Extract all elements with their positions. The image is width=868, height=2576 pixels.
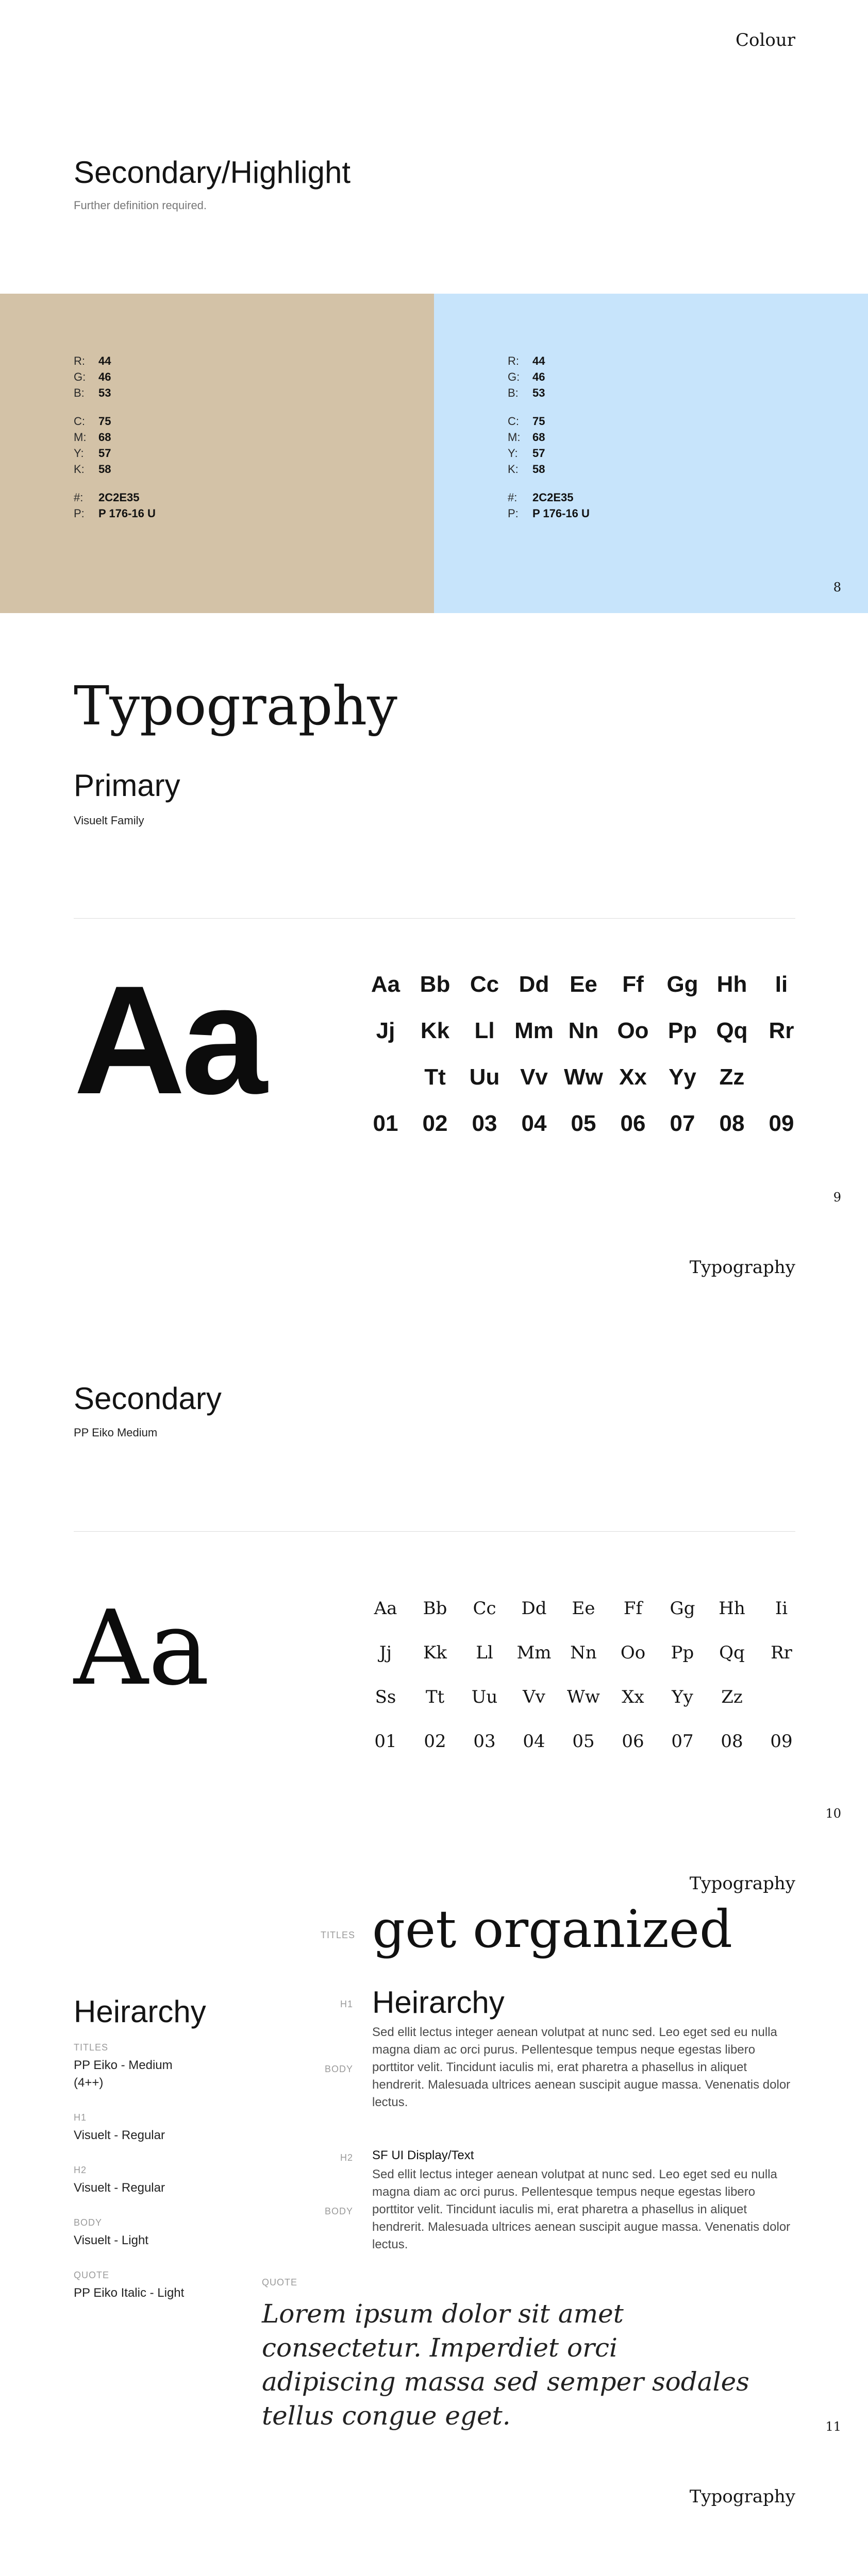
glyph-cell: Jj — [379, 1642, 392, 1663]
glyph-cell: Yy — [672, 1687, 693, 1707]
m-label: M: — [508, 431, 521, 444]
k-value: 58 — [532, 463, 545, 476]
k-label: K: — [74, 463, 85, 476]
sample-title: get organized — [372, 1899, 733, 1959]
glyph-cell: Nn — [568, 1018, 599, 1043]
glyph-cell: 07 — [671, 1731, 694, 1752]
b-label: B: — [74, 386, 85, 399]
primary-family: Visuelt Family — [74, 814, 144, 827]
glyph-cell: Zz — [721, 1687, 743, 1707]
sample-h1: Heirarchy — [372, 1985, 505, 2020]
b-value: 53 — [532, 386, 545, 399]
glyph-cell: Ee — [572, 1598, 595, 1619]
glyph-cell: Uu — [471, 1687, 498, 1707]
y-value: 57 — [98, 447, 111, 460]
pantone-label: P: — [508, 507, 519, 520]
glyph-cell — [361, 1061, 410, 1093]
glyph-cell: Uu — [469, 1064, 500, 1090]
glyph-cell: Mm — [514, 1018, 554, 1043]
page-subtitle: Further definition required. — [74, 199, 207, 212]
glyph-cell: Qq — [716, 1018, 748, 1043]
glyph-cell: Cc — [470, 972, 499, 997]
y-value: 57 — [532, 447, 545, 460]
legend-value-h2: Visuelt - Regular — [74, 2181, 165, 2195]
sample-h2: SF UI Display/Text — [372, 2148, 474, 2162]
sample-label-h2: H2 — [340, 2153, 354, 2163]
glyph-cell: Tt — [425, 1687, 445, 1707]
legend-label-quote: QUOTE — [74, 2270, 110, 2280]
sample-label-quote: QUOTE — [262, 2277, 298, 2287]
glyph-cell: Cc — [473, 1598, 496, 1619]
glyph-cell: Bb — [420, 972, 450, 997]
glyph-cell: Rr — [771, 1642, 792, 1663]
b-label: B: — [508, 386, 519, 399]
sample-quote: Lorem ipsum dolor sit amet consectetur. Imperdiet orci adipiscing massa sed semper sodales tellus congue eget. — [262, 2299, 749, 2431]
glyph-cell: Ll — [476, 1642, 493, 1663]
m-value: 68 — [532, 431, 545, 444]
glyph-cell: Dd — [521, 1598, 547, 1619]
y-label: Y: — [508, 447, 518, 460]
hex-value: 2C2E35 — [98, 491, 140, 504]
color-swatch-beige — [0, 294, 434, 613]
glyph-cell: 04 — [521, 1111, 547, 1136]
legend-label-h2: H2 — [74, 2165, 87, 2175]
legend-value-body: Visuelt - Light — [74, 2233, 148, 2247]
sample-body: Sed ellit lectus integer aenean volutpat at nunc sed. Leo eget sed eu nulla magna diam ac orci purus. Pellentesque tempus neque egestas libero porttitor velit. Tincidunt iaculis mi, erat pharetra a phasellus in aliquet hendrerit. Malesuada ultrices aenean suscipit augue massa. Venenatis dolor lectus. — [372, 2025, 791, 2109]
glyph-cell: Xx — [619, 1064, 647, 1090]
page-number: 8 — [833, 580, 841, 595]
page-number: 9 — [833, 1190, 841, 1205]
m-label: M: — [74, 431, 87, 444]
glyph-cell: Xx — [622, 1687, 644, 1707]
r-value: 44 — [532, 354, 545, 367]
legend-value-titles: PP Eiko - Medium (4++) — [74, 2058, 173, 2090]
secondary-sample-glyph: Aa — [74, 1588, 210, 1708]
y-label: Y: — [74, 447, 84, 460]
pantone-label: P: — [74, 507, 85, 520]
legend-label-h1: H1 — [74, 2112, 87, 2123]
glyph-cell: 09 — [770, 1731, 793, 1752]
glyph-cell: Hh — [716, 972, 747, 997]
glyph-cell: Hh — [719, 1598, 745, 1619]
legend-label-body: BODY — [74, 2217, 103, 2228]
section-label-typography: Typography — [689, 2486, 795, 2507]
b-value: 53 — [98, 386, 111, 399]
hex-value: 2C2E35 — [532, 491, 574, 504]
c-value: 75 — [532, 415, 545, 428]
glyph-cell: Kk — [420, 1018, 450, 1043]
glyph-cell: Kk — [423, 1642, 447, 1663]
hierarchy-heading: Heirarchy — [74, 1994, 206, 2029]
section-label-typography: Typography — [689, 1257, 795, 1278]
hex-label: #: — [508, 491, 518, 504]
glyph-cell: 09 — [769, 1111, 794, 1136]
r-label: R: — [508, 354, 519, 367]
glyph-cell: 01 — [373, 1111, 398, 1136]
primary-glyph-grid — [361, 969, 806, 1140]
glyph-cell: Pp — [667, 1018, 697, 1043]
pantone-value: P 176-16 U — [98, 507, 156, 520]
primary-heading: Primary — [74, 768, 180, 803]
glyph-cell: Ii — [775, 972, 788, 997]
sample-label-body-2: BODY — [325, 2206, 354, 2216]
glyph-cell: Oo — [620, 1642, 646, 1663]
g-value: 46 — [98, 370, 111, 383]
page-number: 11 — [825, 2419, 841, 2434]
g-value: 46 — [532, 370, 545, 383]
color-swatch-blue — [434, 294, 868, 613]
legend-value-h1: Visuelt - Regular — [74, 2128, 165, 2142]
sample-label-h1: H1 — [340, 1999, 354, 2009]
legend-value-quote: PP Eiko Italic - Light — [74, 2286, 185, 2300]
hex-label: #: — [74, 491, 84, 504]
section-label-typography: Typography — [689, 1873, 795, 1894]
glyph-cell: 01 — [374, 1731, 397, 1752]
secondary-heading: Secondary — [74, 1381, 222, 1416]
glyph-cell: 02 — [424, 1731, 446, 1752]
divider — [74, 1531, 795, 1532]
glyph-cell: Qq — [719, 1642, 745, 1663]
glyph-cell: Vv — [520, 1064, 548, 1090]
glyph-cell: Bb — [423, 1598, 447, 1619]
glyph-cell: Oo — [617, 1018, 649, 1043]
glyph-cell: 08 — [719, 1111, 745, 1136]
glyph-cell: Dd — [519, 972, 549, 997]
glyph-cell: Rr — [769, 1018, 794, 1043]
c-label: C: — [508, 415, 519, 428]
glyph-cell: Mm — [516, 1642, 552, 1663]
sample-body-2: Sed ellit lectus integer aenean volutpat at nunc sed. Leo eget sed eu nulla magna diam ac orci purus. Pellentesque tempus neque egestas libero porttitor velit. Tincidunt iaculis mi, erat pharetra a phasellus in aliquet hendrerit. Malesuada ultrices aenean suscipit augue massa. Venenatis dolor lectus. — [372, 2167, 791, 2251]
glyph-cell: Nn — [570, 1642, 597, 1663]
pantone-value: P 176-16 U — [532, 507, 590, 520]
glyph-cell: Ww — [566, 1687, 600, 1707]
r-label: R: — [74, 354, 85, 367]
glyph-cell: Ff — [622, 972, 644, 997]
glyph-cell: Tt — [424, 1064, 446, 1090]
glyph-cell: Yy — [669, 1064, 696, 1090]
sample-label-body: BODY — [325, 2064, 354, 2074]
primary-sample-glyph: Aa — [74, 953, 263, 1126]
glyph-cell: Ee — [570, 972, 597, 997]
glyph-cell: 05 — [571, 1111, 596, 1136]
divider — [74, 918, 795, 919]
section-label-colour: Colour — [736, 30, 795, 50]
page-title: Secondary/Highlight — [74, 155, 350, 190]
g-label: G: — [74, 370, 86, 383]
glyph-cell: 03 — [472, 1111, 497, 1136]
typography-title: Typography — [74, 674, 397, 737]
glyph-cell: 06 — [620, 1111, 646, 1136]
glyph-cell: Ii — [775, 1598, 788, 1619]
glyph-cell: Jj — [376, 1018, 395, 1043]
glyph-cell: Ll — [474, 1018, 495, 1043]
glyph-cell: Vv — [523, 1687, 545, 1707]
glyph-cell: 04 — [523, 1731, 545, 1752]
glyph-cell — [757, 1061, 806, 1093]
glyph-cell: Aa — [374, 1598, 397, 1619]
g-label: G: — [508, 370, 520, 383]
k-label: K: — [508, 463, 519, 476]
glyph-cell: 06 — [622, 1731, 644, 1752]
c-value: 75 — [98, 415, 111, 428]
page-number: 10 — [825, 1806, 841, 1821]
glyph-cell: 08 — [721, 1731, 743, 1752]
r-value: 44 — [98, 354, 111, 367]
glyph-cell: Gg — [666, 972, 698, 997]
glyph-cell: Ff — [623, 1598, 643, 1619]
m-value: 68 — [98, 431, 111, 444]
k-value: 58 — [98, 463, 111, 476]
legend-label-titles: TITLES — [74, 2042, 109, 2053]
glyph-cell: 07 — [670, 1111, 695, 1136]
glyph-cell: 03 — [473, 1731, 496, 1752]
swatch-values — [74, 353, 156, 521]
glyph-cell: Pp — [671, 1642, 694, 1663]
glyph-cell: 05 — [572, 1731, 595, 1752]
secondary-family: PP Eiko Medium — [74, 1426, 158, 1439]
glyph-cell: Ss — [375, 1687, 396, 1707]
glyph-cell: Gg — [670, 1598, 695, 1619]
secondary-glyph-grid — [361, 1592, 806, 1758]
sample-label-titles: TITLES — [321, 1930, 356, 1940]
c-label: C: — [74, 415, 85, 428]
glyph-cell — [757, 1681, 806, 1714]
glyph-cell: Aa — [371, 972, 400, 997]
glyph-cell: Ww — [564, 1064, 603, 1090]
glyph-cell: Zz — [719, 1064, 745, 1090]
swatch-values — [508, 353, 590, 521]
glyph-cell: 02 — [422, 1111, 448, 1136]
